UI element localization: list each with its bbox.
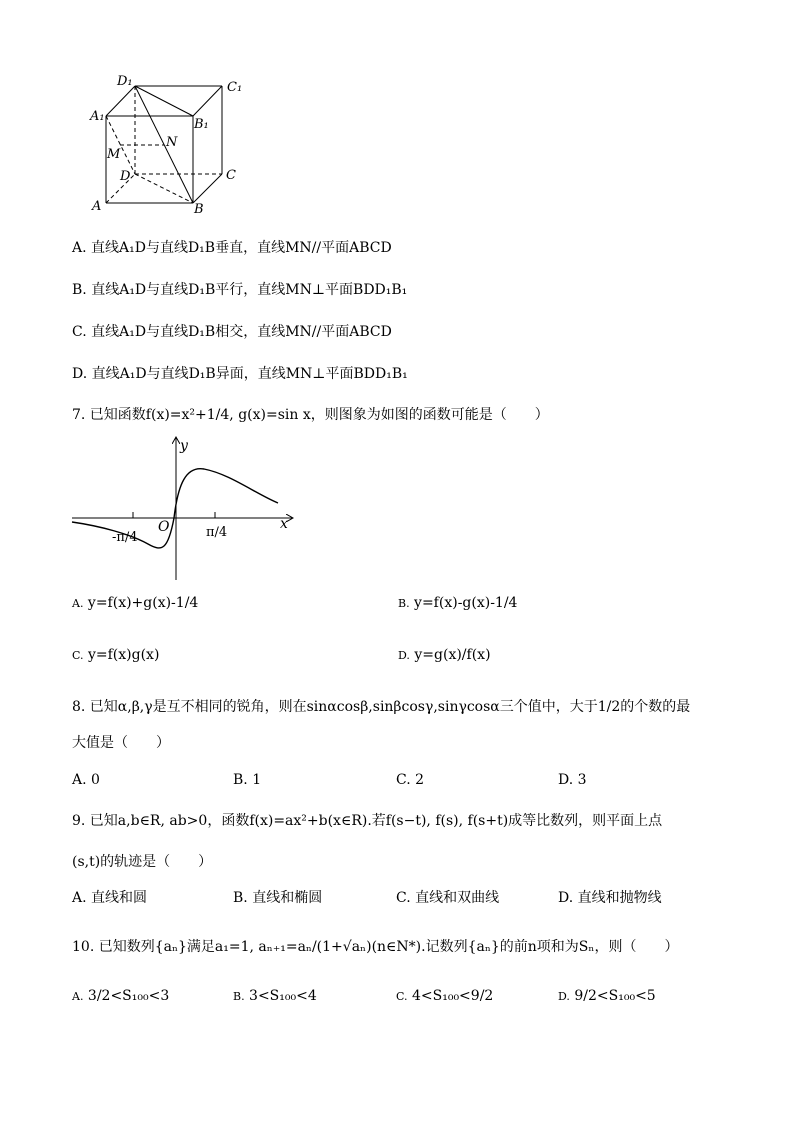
q9-option-d-text: 直线和抛物线 <box>577 890 662 906</box>
q7-option-c-letter: C. <box>72 649 84 662</box>
q7-option-a <box>72 593 198 614</box>
q10-option-c <box>396 986 493 1007</box>
q7-stem: 7. 已知函数f(x)=x²+1/4, g(x)=sin x，则图象为如图的函数可能是（ ） <box>72 407 549 423</box>
label-a: A <box>92 199 102 214</box>
edge-a1d1 <box>106 86 135 116</box>
q8-option-c <box>396 770 424 790</box>
q6-option-a <box>72 238 392 258</box>
neg-tick-label: -π/4 <box>112 530 138 545</box>
q10-option-b-letter: B. <box>233 990 245 1003</box>
q9-option-b-letter: B. <box>233 890 248 906</box>
q6-option-a-letter: A. <box>72 240 87 256</box>
q6-option-d-text: 直线A₁D与直线D₁B异面，直线MN⊥平面BDD₁B₁ <box>91 366 408 382</box>
function-curve <box>72 469 278 548</box>
q7-option-b-text: y=f(x)-g(x)-1/4 <box>414 595 518 611</box>
label-m: M <box>107 147 121 162</box>
label-b: B <box>194 202 204 217</box>
q10-option-b <box>233 986 317 1007</box>
q7-option-d-letter: D. <box>398 649 410 662</box>
label-c1: C₁ <box>227 80 243 95</box>
label-d1: D₁ <box>117 74 133 89</box>
q6-option-c-letter: C. <box>72 324 87 340</box>
edge-d1b1 <box>135 86 193 116</box>
q8-option-c-letter: C. <box>396 772 411 788</box>
q9-stem-line1: 9. 已知a,b∈R, ab>0，函数f(x)=ax²+b(x∈R).若f(s−t), f(s), f(s+t)成等比数列，则平面上点 <box>72 813 663 829</box>
q6-option-c <box>72 322 392 342</box>
edge-db-hidden <box>135 174 193 203</box>
q9-option-c-text: 直线和双曲线 <box>415 890 500 906</box>
q6-option-b-letter: B. <box>72 282 87 298</box>
q6-option-a-text: 直线A₁D与直线D₁B垂直，直线MN//平面ABCD <box>91 240 392 256</box>
q8-option-b-text: 1 <box>252 772 262 788</box>
q8-option-a-text: 0 <box>91 772 100 788</box>
q9-option-b <box>233 888 322 908</box>
label-n: N <box>166 135 178 150</box>
q9-stem-line2: (s,t)的轨迹是（ ） <box>72 854 213 870</box>
q10-option-a-text: 3/2<S₁₀₀<3 <box>87 988 170 1004</box>
q9-option-b-text: 直线和椭圆 <box>252 890 323 906</box>
pos-tick-label: π/4 <box>206 525 228 540</box>
q8-option-b <box>233 770 261 790</box>
q9-option-d-letter: D. <box>558 890 574 906</box>
label-c: C <box>226 168 236 183</box>
q9-option-a <box>72 888 147 908</box>
q10-option-b-text: 3<S₁₀₀<4 <box>249 988 317 1004</box>
q8-stem-line2: 大值是（ ） <box>72 735 170 751</box>
label-d: D <box>120 169 131 184</box>
q7-option-d-text: y=g(x)/f(x) <box>414 647 491 663</box>
q7-option-b-letter: B. <box>398 597 410 610</box>
q9-option-a-letter: A. <box>72 890 87 906</box>
q8-option-d-letter: D. <box>558 772 574 788</box>
q7-option-c-text: y=f(x)g(x) <box>87 647 160 663</box>
q7-option-b <box>398 593 517 614</box>
q6-option-c-text: 直线A₁D与直线D₁B相交，直线MN//平面ABCD <box>91 324 392 340</box>
q8-option-a-letter: A. <box>72 772 87 788</box>
q6-option-d-letter: D. <box>72 366 88 382</box>
q6-option-b-text: 直线A₁D与直线D₁B平行，直线MN⊥平面BDD₁B₁ <box>91 282 408 298</box>
x-axis-label: x <box>280 516 288 532</box>
cube-figure <box>80 68 280 220</box>
q10-option-c-letter: C. <box>396 990 408 1003</box>
q7-option-a-letter: A. <box>72 597 84 610</box>
q9-option-d <box>558 888 662 908</box>
q10-option-a <box>72 986 169 1007</box>
q7-option-a-text: y=f(x)+g(x)-1/4 <box>87 595 199 611</box>
y-axis-label: y <box>180 438 188 454</box>
q9-option-c <box>396 888 499 908</box>
q6-option-b <box>72 280 407 300</box>
q10-option-d-letter: D. <box>558 990 570 1003</box>
q10-stem: 10. 已知数列{aₙ}满足a₁=1, aₙ₊₁=aₙ/(1+√aₙ)(n∈N*).记数列{aₙ}的前n项和为Sₙ，则（ ） <box>72 939 679 955</box>
q8-option-d <box>558 770 587 790</box>
q8-option-b-letter: B. <box>233 772 248 788</box>
edge-bc <box>193 174 222 203</box>
q10-option-d-text: 9/2<S₁₀₀<5 <box>574 988 656 1004</box>
q6-option-d <box>72 364 408 384</box>
label-a1: A₁ <box>90 109 105 124</box>
q10-option-a-letter: A. <box>72 990 84 1003</box>
q10-option-c-text: 4<S₁₀₀<9/2 <box>411 988 494 1004</box>
q7-option-d <box>398 645 491 666</box>
origin-label: O <box>158 519 170 535</box>
q10-option-d <box>558 986 656 1007</box>
q8-option-a <box>72 770 100 790</box>
q9-option-c-letter: C. <box>396 890 411 906</box>
q8-stem-line1: 8. 已知α,β,γ是互不相同的锐角，则在sinαcosβ,sinβcosγ,sinγcosα三个值中，大于1/2的个数的最 <box>72 699 691 715</box>
q8-option-c-text: 2 <box>415 772 425 788</box>
q7-option-c <box>72 645 159 666</box>
q7-graph <box>70 432 300 582</box>
label-b1: B₁ <box>194 117 209 132</box>
q9-option-a-text: 直线和圆 <box>91 890 148 906</box>
edge-b1c1 <box>193 86 222 116</box>
q8-option-d-text: 3 <box>577 772 587 788</box>
